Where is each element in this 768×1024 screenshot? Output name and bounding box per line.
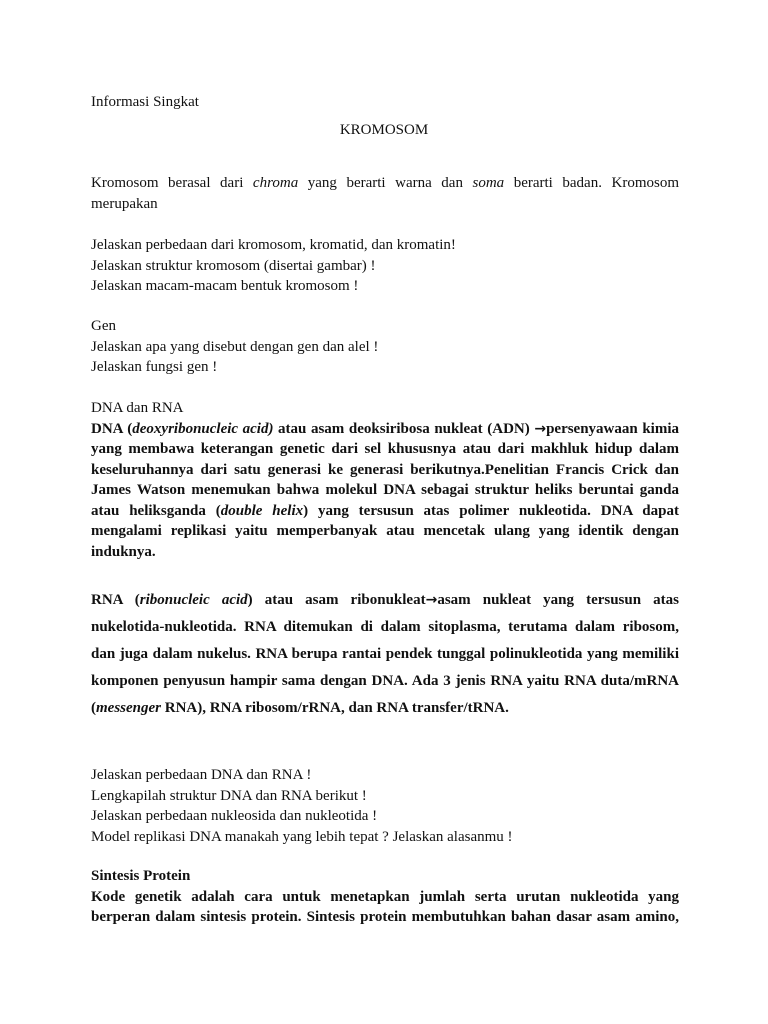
kromosom-intro [91,173,679,214]
arrow-right-icon: → [534,420,547,437]
rna-section [91,587,679,722]
question-item: Jelaskan struktur kromosom (disertai gambar) ! [91,257,376,274]
sintesis-section [91,866,679,928]
rna-line-5: (messenger RNA), RNA ribosom/rRNA, dan RNA transfer/tRNA. [91,700,509,716]
sintesis-line-2: berperan dalam sintesis protein. Sintesis protein membutuhkan bahan dasar asam amino, [91,909,679,925]
dna-line-7: induknya. [91,543,156,560]
kromosom-questions [91,235,679,297]
kromosom-intro-line-2: merupakan [91,195,158,212]
rna-line-3: dan juga dalam nukelus. RNA berupa rantai pendek tunggal polinukleotida yang memiliki [91,646,679,662]
question-item: Jelaskan perbedaan DNA dan RNA ! [91,767,312,783]
rna-line-2: nukelotida-nukleotida. RNA ditemukan di dalam sitoplasma, terutama dalam ribosom, [91,619,679,635]
dna-line-6: mengalami replikasi yaitu memperbanyak atau mencetak ulang yang identik dengan [91,523,679,539]
gen-heading: Gen [91,318,116,334]
page-title: KROMOSOM [339,122,429,138]
dna-line-3: keseluruhannya dari satu generasi ke generasi berikutnya.Penelitian Francis Crick dan [91,461,679,478]
dna-heading: DNA dan RNA [91,400,184,416]
kromosom-intro-line-1: Kromosom berasal dari chroma yang berarti warna dan soma berarti badan. Kromosom [91,175,679,191]
dna-line-5: atau heliksganda (double helix) yang tersusun atas polimer nukleotida. DNA dapat [91,502,679,519]
dna-line-4: James Watson menemukan bahwa molekul DNA sebagai struktur heliks beruntai ganda [91,482,679,498]
gen-section [91,316,679,378]
question-item: Jelaskan fungsi gen ! [91,359,218,375]
question-item: Model replikasi DNA manakah yang lebih tepat ? Jelaskan alasanmu ! [91,828,513,845]
question-item: Lengkapilah struktur DNA dan RNA berikut ! [91,787,367,804]
question-item: Jelaskan perbedaan dari kromosom, kromatid, dan kromatin! [91,237,456,253]
question-item: Jelaskan perbedaan nukleosida dan nukleotida ! [91,808,378,824]
dna-questions [91,765,679,847]
question-item: Jelaskan apa yang disebut dengan gen dan alel ! [91,338,379,355]
question-item: Jelaskan macam-macam bentuk kromosom ! [91,278,359,294]
dna-line-2: yang membawa keterangan genetic dari sel khususnya atau dari makhluk hidup dalam [91,441,679,457]
sintesis-line-1: Kode genetik adalah cara untuk menetapkan jumlah serta urutan nukleotida yang [91,888,679,905]
rna-line-1: RNA (ribonucleic acid) atau asam ribonukleat→asam nukleat yang tersusun atas [91,592,679,608]
info-label: Informasi Singkat [91,94,199,110]
rna-line-4: komponen penyusun hampir sama dengan DNA. Ada 3 jenis RNA yaitu RNA duta/mRNA [91,673,679,689]
arrow-right-icon: → [425,592,438,608]
dna-line-1: DNA (deoxyribonucleic acid) atau asam deoksiribosa nukleat (ADN) →persenyawaan kimia [91,420,679,437]
dna-section [91,398,679,562]
sintesis-heading: Sintesis Protein [91,868,191,884]
